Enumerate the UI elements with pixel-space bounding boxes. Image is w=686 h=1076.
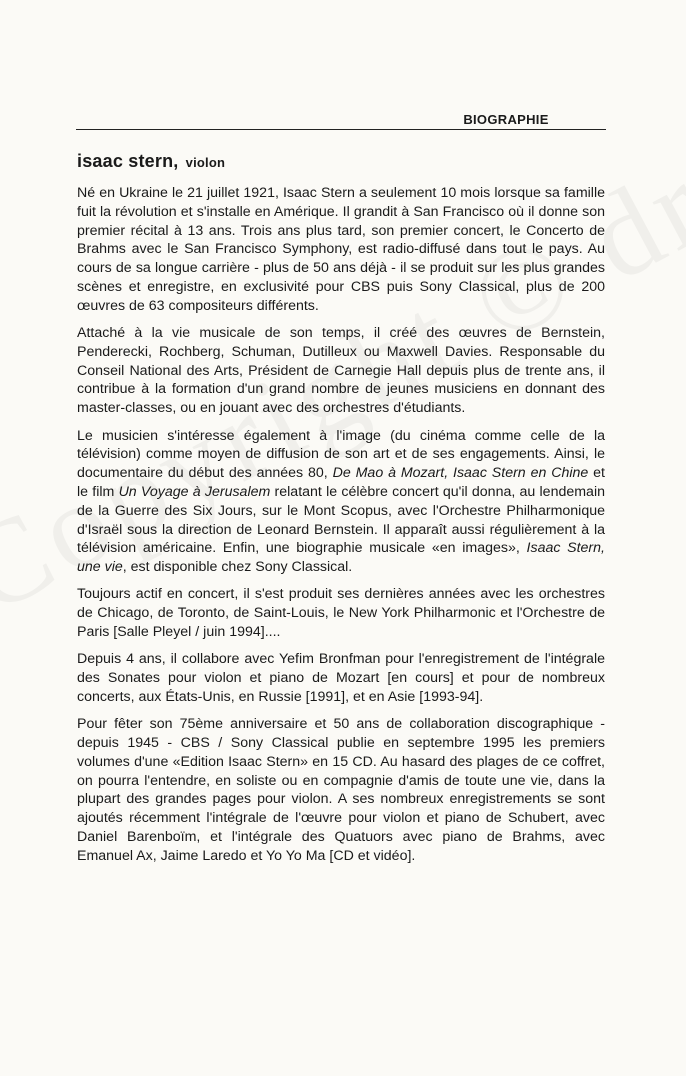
italic-title: Un Voyage à Jerusalem — [118, 483, 271, 500]
biography-paragraph — [77, 585, 605, 641]
biography-paragraph — [77, 715, 605, 865]
biography-paragraph — [77, 650, 605, 706]
page-title — [77, 151, 225, 172]
paragraph-text: relatant le célèbre concert qu'il donna, au lendemain de la Guerre des Six Jours, sur le Mont Scopus, avec l'Orchestre Philharmonique d'Israël sous la direction de Leonard Bernstein. Il apparaît aussi régulièrement à la télévision américaine. Enfin, une biographie musicale «en images», — [77, 483, 605, 557]
paragraph-text: et le film — [77, 465, 605, 500]
italic-title: Isaac Stern, une vie — [77, 540, 605, 576]
section-title: BIOGRAPHIE — [463, 112, 549, 127]
biography-body — [77, 184, 605, 874]
paragraph-text: Né en Ukraine le 21 juillet 1921, Isaac Stern a seulement 10 mois lorsque sa famille fuit la révolution et s'installe en Amérique. Il grandit à San Francisco où il donne son premier récital à 13 ans. Trois ans plus tard, son premier concert, le Concerto de Brahms avec le San Francisco Symphony, est radio-diffusé dans tout le pays. Au cours de sa longue carrière - plus de 50 ans déjà - il se produit sur les plus grandes scènes et enregistre, en exclusivité pour CBS puis Sony Classical, plus de 200 œuvres de 63 compositeurs différents. — [77, 185, 605, 314]
artist-name: isaac stern, — [77, 151, 179, 171]
paragraph-text: Depuis 4 ans, il collabore avec Yefim Bronfman pour l'enregistrement de l'intégrale des Sonates pour violon et piano de Mozart [en cours] et pour de nombreux concerts, aux États-Unis, en Russie [1991], et en Asie [1993-94]. — [77, 651, 605, 705]
header-rule — [76, 129, 606, 130]
biography-paragraph — [77, 324, 605, 418]
italic-title: De Mao à Mozart, Isaac Stern en Chine — [332, 465, 589, 482]
biography-paragraph — [77, 427, 605, 577]
section-header — [76, 112, 606, 127]
paragraph-text: Le musicien s'intéresse également à l'image (du cinéma comme celle de la télévision) comme moyen de diffusion de son art et de ses engagements. Ainsi, le documentaire du début des années 80, — [77, 427, 605, 482]
biography-paragraph — [77, 184, 605, 316]
artist-instrument: violon — [185, 155, 226, 170]
paragraph-text: Attaché à la vie musicale de son temps, il créé des œuvres de Bernstein, Penderecki, Rochberg, Schuman, Dutilleux ou Maxwell Davies. Responsable du Conseil National des Arts, Président de Carnegie Hall depuis plus de trente ans, il contribue à la formation d'un grand nombre de jeunes musiciens en donnant des master-classes, ou en jouant avec des orchestres d'étudiants. — [77, 325, 605, 417]
paragraph-text: , est disponible chez Sony Classical. — [122, 559, 353, 576]
paragraph-text: Pour fêter son 75ème anniversaire et 50 ans de collaboration discographique - depuis 1945 - CBS / Sony Classical publie en septembre 1995 les premiers volumes d'une «Edition Isaac Stern» en 15 CD. Au hasard des plages de ce coffret, on pourra l'entendre, en soliste ou en compagnie d'amis de toute une vie, dans la plupart des grandes pages pour violon. A ses nombreux enregistrements se sont ajoutés récemment l'intégrale de l'œuvre pour violon et piano de Schubert, avec Daniel Barenboïm, et l'intégrale des Quatuors avec piano de Brahms, avec Emanuel Ax, Jaime Laredo et Yo Yo Ma [CD et vidéo]. — [77, 716, 605, 864]
paragraph-text: Toujours actif en concert, il s'est produit ses dernières années avec les orchestres de Chicago, de Toronto, de Saint-Louis, le New York Philharmonic et l'Orchestre de Paris [Salle Pleyel / juin 1994].... — [77, 586, 605, 641]
